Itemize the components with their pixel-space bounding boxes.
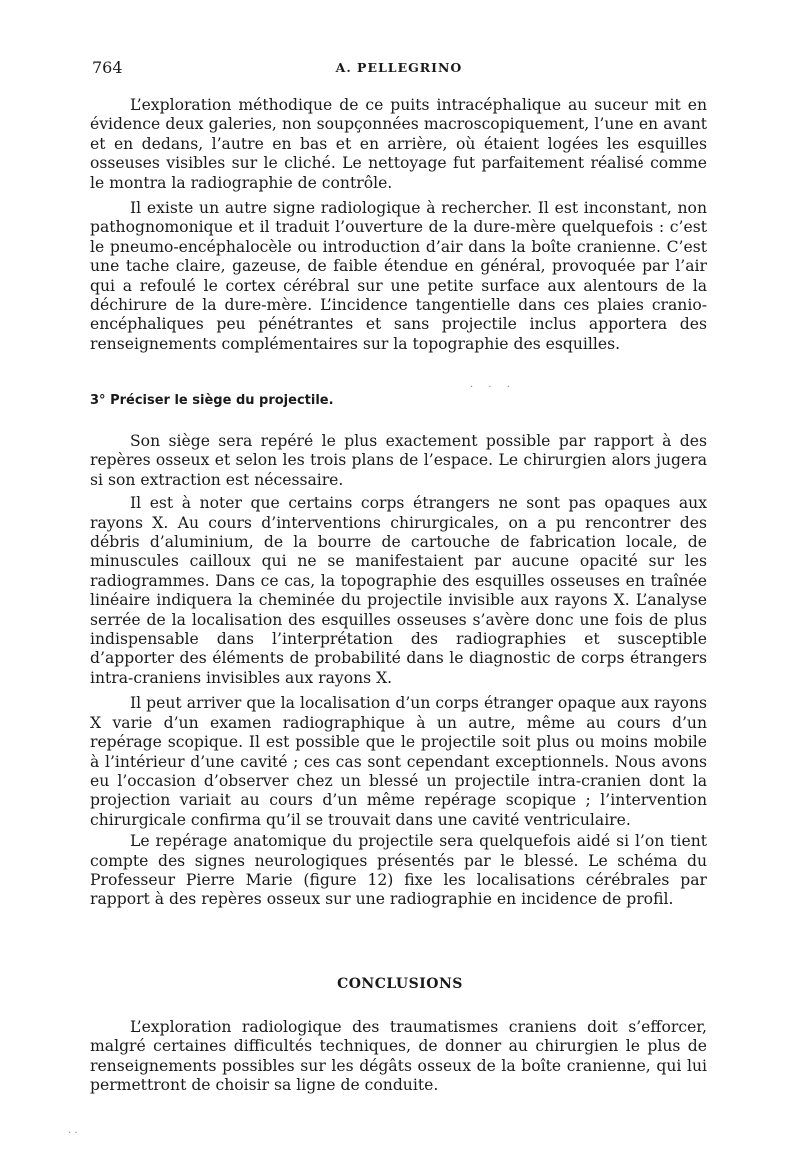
page-header bbox=[92, 58, 706, 82]
print-specks: · · bbox=[68, 1128, 78, 1139]
body-text-section-3 bbox=[90, 432, 707, 910]
conclusions-title: CONCLUSIONS bbox=[337, 976, 463, 992]
print-specks: · · · bbox=[470, 382, 516, 393]
page-number: 764 bbox=[92, 58, 123, 77]
paragraph: Son siège sera repéré le plus exactement possible par rapport à des repères osseux et selon les trois plans de l’espace. Le chirurgien alors jugera si son extraction est nécessaire. bbox=[90, 432, 707, 489]
body-text-conclusions bbox=[90, 1018, 707, 1096]
paragraph: L’exploration méthodique de ce puits intracéphalique au suceur mit en évidence deux galeries, non soupçonnées macroscopiquement, l’une en avant et en dedans, l’autre en bas et en arrière, où étaient logées les esquilles osseuses visibles sur le cliché. Le nettoyage fut parfaitement réalisé comme le montra la radiographie de contrôle. bbox=[90, 96, 707, 192]
paragraph: Il est à noter que certains corps étrangers ne sont pas opaques aux rayons X. Au cours d’interventions chirurgicales, on a pu rencontrer des débris d’aluminium, de la bourre de cartouche de fabrication locale, de minuscules cailloux qui ne se manifestaient par aucune opacité sur les radiogrammes. Dans ce cas, la topographie des esquilles osseuses en traînée linéaire indiquera la cheminée du projectile invisible aux rayons X. L’analyse serrée de la localisation des esquilles osseuses s’avère donc une fois de plus indispensable dans l’interprétation des radiographies et susceptible d’apporter des éléments de probabilité dans le diagnostic de corps étrangers intra-craniens invisibles aux rayons X. bbox=[90, 494, 707, 687]
section-heading: 3° Préciser le siège du projectile. bbox=[90, 393, 334, 408]
paragraph: Le repérage anatomique du projectile sera quelquefois aidé si l’on tient compte des signes neurologiques présentés par le blessé. Le schéma du Professeur Pierre Marie (figure 12) fixe les localisations cérébrales par rapport à des repères osseux sur une radiographie en incidence de profil. bbox=[90, 832, 707, 909]
paragraph: Il existe un autre signe radiologique à rechercher. Il est inconstant, non pathognomonique et il traduit l’ouverture de la dure-mère quelquefois : c’est le pneumo-encéphalocèle ou introduction d’air dans la boîte cranienne. C’est une tache claire, gazeuse, de faible étendue en général, provoquée par l’air qui a refoulé le cortex cérébral sur une petite surface aux alentours de la déchirure de la dure-mère. L’incidence tangentielle dans ces plaies cranio-encéphaliques peu pénétrantes et sans projectile inclus apportera des renseignements complémentaires sur la topographie des esquilles. bbox=[90, 199, 707, 353]
paragraph: L’exploration radiologique des traumatismes craniens doit s’efforcer, malgré certaines difficultés techniques, de donner au chirurgien le plus de renseignements possibles sur les dégâts osseux de la boîte cranienne, qui lui permettront de choisir sa ligne de conduite. bbox=[90, 1018, 707, 1095]
running-head: A. PELLEGRINO bbox=[335, 60, 463, 75]
body-text-block-1 bbox=[90, 96, 707, 354]
paragraph: Il peut arriver que la localisation d’un corps étranger opaque aux rayons X varie d’un examen radiographique à un autre, même au cours d’un repérage scopique. Il est possible que le projectile soit plus ou moins mobile à l’intérieur d’une cavité ; ces cas sont cependant exceptionnels. Nous avons eu l’occasion d’observer chez un blessé un projectile intra-cranien dont la projection variait au cours d’un même repérage scopique ; l’intervention chirurgicale confirma qu’il se trouvait dans une cavité ventriculaire. bbox=[90, 694, 707, 829]
